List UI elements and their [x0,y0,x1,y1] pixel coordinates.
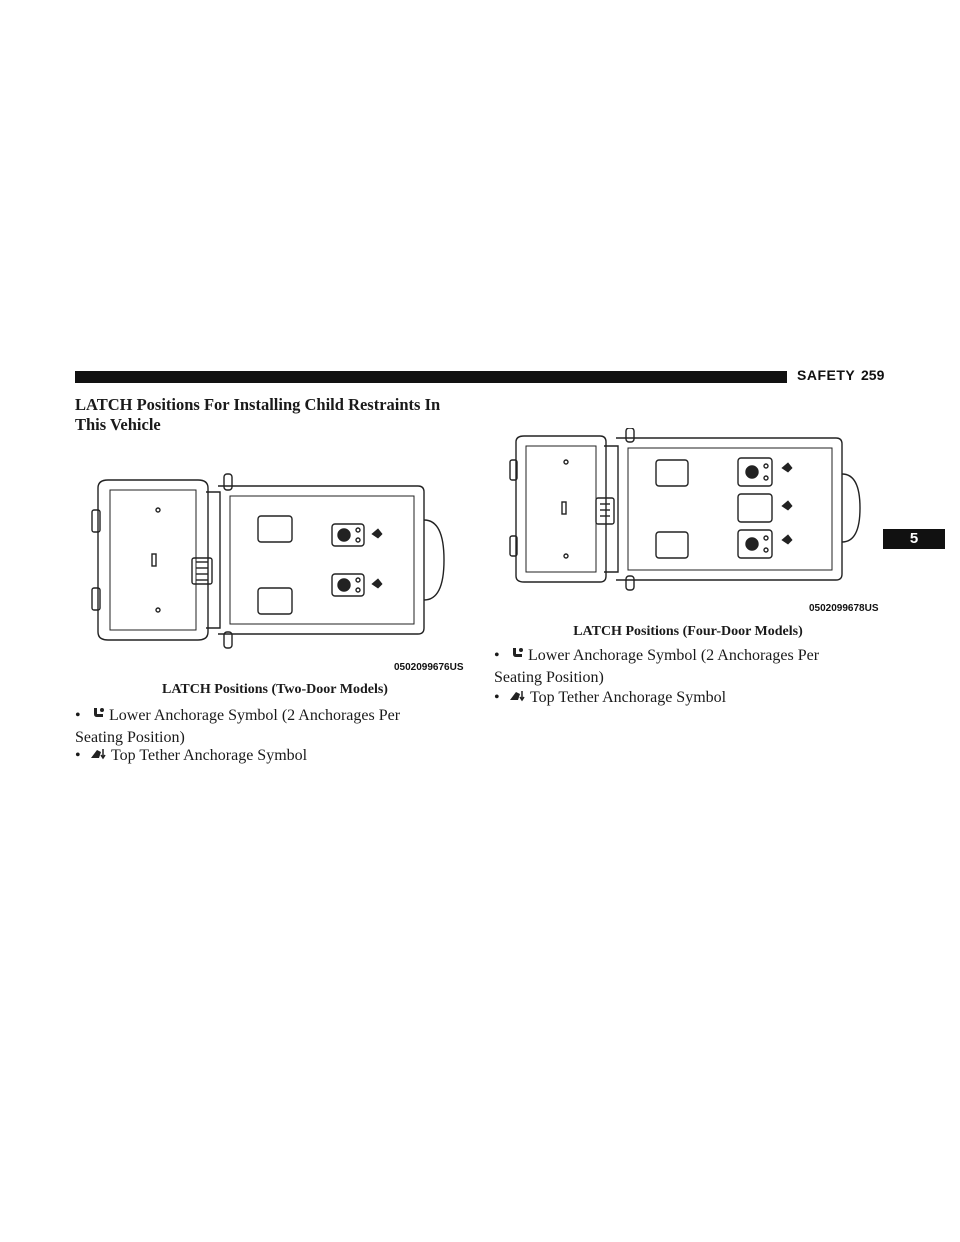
page-number: 259 [861,367,885,383]
top-tether-icon [508,688,528,710]
figure-four-door [506,428,876,598]
figure-code-four-door: 0502099678US [809,603,879,614]
figure-code-two-door: 0502099676US [394,662,464,673]
caption-four-door: LATCH Positions (Four-Door Models) [573,624,803,639]
header-section-title: SAFETY [797,367,856,383]
top-tether-icon [89,746,109,768]
chapter-tab: 5 [883,529,945,549]
four-door-vehicle-diagram [506,428,876,598]
section-title: LATCH Positions For Installing Child Restraints In This Vehicle [75,395,441,434]
two-door-vehicle-diagram [88,470,468,670]
header-rule [75,371,787,383]
bullet-lower-anchorage-left: • Lower Anchorage Symbol (2 Anchorages Per Seating Position) [75,707,401,746]
figure-two-door [88,470,468,670]
bullet-lower-anchorage-right: • Lower Anchorage Symbol (2 Anchorages Per Seating Position) [494,647,820,686]
lower-anchorage-icon [89,706,107,728]
bullet-top-tether-right: • Top Tether Anchorage Symbol [494,688,882,710]
caption-two-door: LATCH Positions (Two-Door Models) [162,682,388,697]
bullet-top-tether-left: • Top Tether Anchorage Symbol [75,746,463,768]
lower-anchorage-icon [508,646,526,668]
